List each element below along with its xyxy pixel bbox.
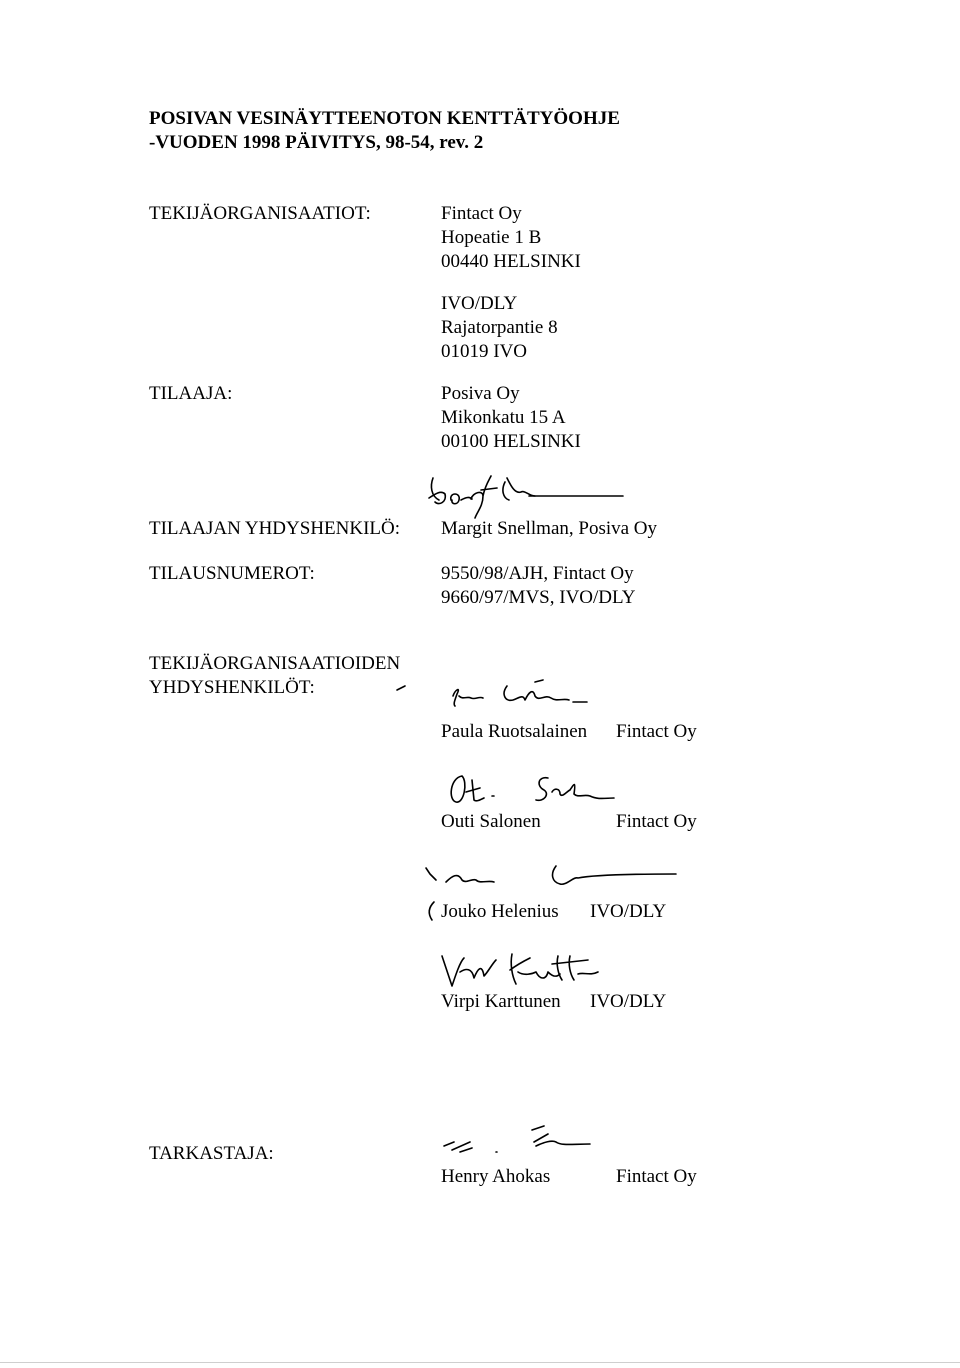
contractor2-street: Rajatorpantie 8 — [441, 317, 558, 338]
contact-org-1: Fintact Oy — [616, 721, 697, 742]
client-label: TILAAJA: — [149, 383, 233, 404]
contractor1-name: Fintact Oy — [441, 203, 522, 224]
scan-edge — [0, 1362, 960, 1363]
contact-name-4: Virpi Karttunen — [441, 991, 561, 1012]
client-street: Mikonkatu 15 A — [441, 407, 566, 428]
reviewer-label: TARKASTAJA: — [149, 1143, 274, 1164]
contractor1-city: 00440 HELSINKI — [441, 251, 581, 272]
client-contact-label: TILAAJAN YHDYSHENKILÖ: — [149, 518, 401, 539]
snellman-signature — [425, 472, 640, 522]
document-title-line2: -VUODEN 1998 PÄIVITYS, 98-54, rev. 2 — [149, 132, 484, 153]
contractor-contacts-label-line1: TEKIJÄORGANISAATIOIDEN — [149, 653, 401, 674]
contact-name-3: Jouko Helenius — [441, 901, 559, 922]
document-title-line1: POSIVAN VESINÄYTTEENOTON KENTTÄTYÖOHJE — [149, 108, 620, 129]
client-contact-value: Margit Snellman, Posiva Oy — [441, 518, 658, 539]
salonen-signature — [440, 770, 620, 815]
order-number-2: 9660/97/MVS, IVO/DLY — [441, 587, 636, 608]
reviewer-org: Fintact Oy — [616, 1166, 697, 1187]
karttunen-signature — [438, 950, 618, 992]
contact-name-1: Paula Ruotsalainen — [441, 721, 588, 742]
order-number-1: 9550/98/AJH, Fintact Oy — [441, 563, 634, 584]
contact-name-2: Outi Salonen — [441, 811, 541, 832]
contact-org-2: Fintact Oy — [616, 811, 697, 832]
contractors-label: TEKIJÄORGANISAATIOT: — [149, 203, 371, 224]
ahokas-signature — [440, 1124, 600, 1160]
contractor1-street: Hopeatie 1 B — [441, 227, 542, 248]
contact-org-3: IVO/DLY — [590, 901, 667, 922]
client-name: Posiva Oy — [441, 383, 520, 404]
client-city: 00100 HELSINKI — [441, 431, 581, 452]
contractor2-name: IVO/DLY — [441, 293, 518, 314]
ruotsalainen-signature — [395, 676, 590, 714]
contractor2-city: 01019 IVO — [441, 341, 528, 362]
contractor-contacts-label-line2: YHDYSHENKILÖT: — [149, 677, 315, 698]
reviewer-name: Henry Ahokas — [441, 1166, 551, 1187]
contact-org-4: IVO/DLY — [590, 991, 667, 1012]
order-numbers-label: TILAUSNUMEROT: — [149, 563, 315, 584]
